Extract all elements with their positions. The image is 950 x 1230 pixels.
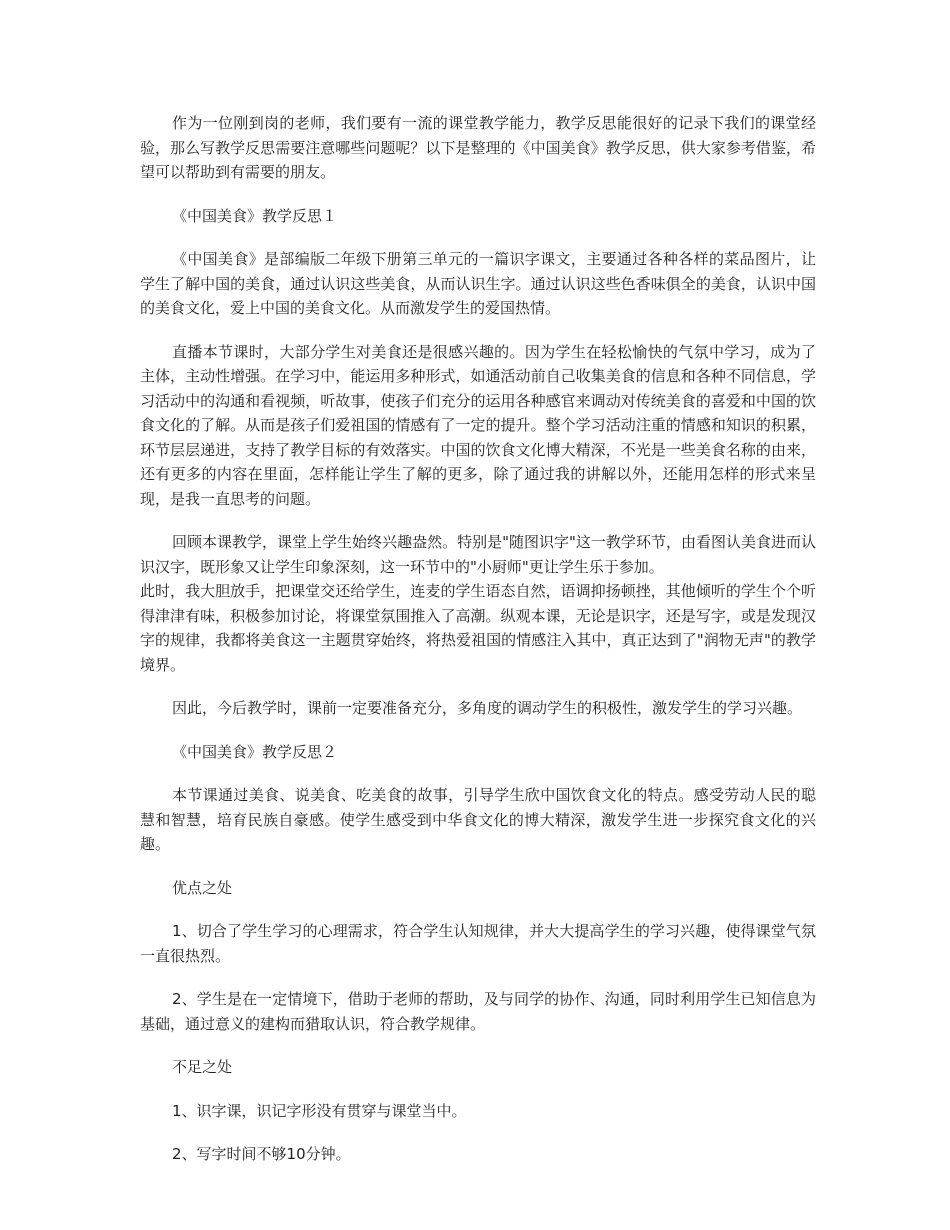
document-body xyxy=(140,111,816,1186)
section-1-paragraph-3: 回顾本课教学，课堂上学生始终兴趣盎然。特别是"随图识字"这一教学环节，由看图认美食进而认识汉字，既形象又让学生印象深刻，这一环节中的"小厨师"更让学生乐于参加。 xyxy=(140,533,816,576)
strength-item-2: 2、学生是在一定情境下，借助于老师的帮助，及与同学的协作、沟通，同时利用学生已知信息为基础，通过意义的建构而猎取认识，符合教学规律。 xyxy=(140,990,816,1033)
section-1-title: 《中国美食》教学反思１ xyxy=(172,206,338,225)
section-1-paragraph-5: 因此，今后教学时，课前一定要准备充分，多角度的调动学生的积极性，激发学生的学习兴趣。 xyxy=(172,699,803,717)
section-1-paragraph-2: 直播本节课时，大部分学生对美食还是很感兴趣的。因为学生在轻松愉快的气氛中学习，成为了主体，主动性增强。在学习中，能运用多种形式，如通活动前自己收集美食的信息和各种不同信息，学习活动中的沟通和看视频，听故事，使孩子们充分的运用各种感官来调动对传统美食的喜爱和中国的饮食文化的了解。从而是孩子们爱祖国的情感有了一定的提升。整个学习活动注重的情感和知识的积累，环节层层递进，支持了教学目标的有效落实。中国的饮食文化博大精深，不光是一些美食名称的由来，还有更多的内容在里面，怎样能让学生了解的更多，除了通过我的讲解以外，还能用怎样的形式来呈现，是我一直思考的问题。 xyxy=(140,342,816,508)
weakness-item-1: 1、识字课，识记字形没有贯穿与课堂当中。 xyxy=(172,1101,467,1120)
section-1-paragraph-1: 《中国美食》是部编版二年级下册第三单元的一篇识字课文，主要通过各种各样的菜品图片，让学生了解中国的美食，通过认识这些美食，从而认识生字。通过认识这些色香味俱全的美食，认识中国的美食文化，爱上中国的美食文化。从而激发学生的爱国热情。 xyxy=(140,250,816,317)
section-2-intro: 本节课通过美食、说美食、吃美食的故事，引导学生欣中国饮食文化的特点。感受劳动人民的聪慧和智慧，培育民族自豪感。使学生感受到中华食文化的博大精深，激发学生进一步探究食文化的兴趣。 xyxy=(140,786,816,853)
weaknesses-title: 不足之处 xyxy=(172,1058,233,1076)
section-1-paragraph-4: 此时，我大胆放手，把课堂交还给学生，连麦的学生语态自然，语调抑扬顿挫，其他倾听的学生个个听得津津有味，积极参加讨论，将课堂氛围推入了高潮。纵观本课，无论是识字，还是写字，或是发现汉字的规律，我都将美食这一主题贯穿始终，将热爱祖国的情感注入其中，真正达到了"润物无声"的教学境界。 xyxy=(140,582,816,674)
intro-paragraph: 作为一位刚到岗的老师，我们要有一流的课堂教学能力，教学反思能很好的记录下我们的课堂经验，那么写教学反思需要注意哪些问题呢？以下是整理的《中国美食》教学反思，供大家参考借鉴，希望可以帮助到有需要的朋友。 xyxy=(140,114,816,181)
section-2-title: 《中国美食》教学反思２ xyxy=(172,742,338,761)
strength-item-1: 1、切合了学生学习的心理需求，符合学生认知规律，并大大提高学生的学习兴趣，使得课堂气氛一直很热烈。 xyxy=(140,922,816,965)
weakness-item-2: 2、写字时间不够10分钟。 xyxy=(172,1145,351,1163)
strengths-title: 优点之处 xyxy=(172,878,233,897)
